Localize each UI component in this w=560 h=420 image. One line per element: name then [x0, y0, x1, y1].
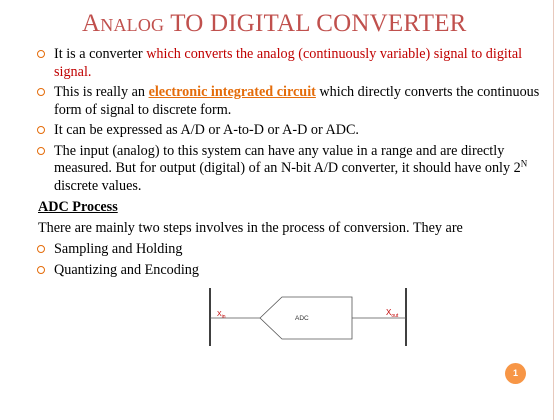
- bullet-text: It is a converter: [54, 46, 147, 62]
- bullet-text: The input (analog) to this system can have any value in a range and are directly measured. But for output (digital) of an N-bit A/D converter, it should have only 2: [54, 142, 521, 176]
- page-number-badge: 1: [505, 363, 526, 384]
- bullet-text-post: discrete values.: [54, 177, 142, 194]
- superscript-n: N: [520, 158, 528, 169]
- step-text: Sampling and Holding: [54, 241, 183, 257]
- bullet-text: It can be expressed as A/D or A-to-D or A-D or ADC.: [54, 122, 359, 138]
- bullet-icon: [37, 245, 45, 253]
- input-label: $X_{in}$: [217, 311, 226, 320]
- bullet-red-text: which converts the analog (continuously variable) signal to digital signal.: [54, 46, 523, 80]
- bullet-text: This is really an: [54, 84, 149, 100]
- title-small-caps: Analog: [82, 10, 165, 37]
- bullet-icon: [37, 126, 45, 134]
- step-item: [0, 241, 545, 259]
- bullet-item: [0, 143, 545, 196]
- bullet-item: [0, 122, 545, 140]
- slide-title: [82, 8, 467, 40]
- step-text: Quantizing and Encoding: [54, 261, 199, 278]
- bullet-icon: [37, 147, 45, 155]
- adc-diagram: [209, 288, 407, 346]
- bullet-item: [0, 46, 545, 81]
- section-text: There are mainly two steps involves in the process of conversion. They are: [38, 220, 463, 236]
- bullet-item: [0, 84, 545, 119]
- output-label: $X_{out}$: [386, 308, 399, 319]
- bullet-list: [0, 46, 545, 198]
- electronic-integrated-circuit-link[interactable]: electronic integrated circuit: [148, 84, 316, 100]
- section-heading: ADC Process: [38, 199, 118, 215]
- title-rest: TO DIGITAL CONVERTER: [164, 10, 467, 37]
- bullet-icon: [37, 88, 45, 96]
- bullet-icon: [37, 266, 45, 274]
- bullet-icon: [37, 50, 45, 58]
- adc-diagram-svg: [209, 288, 407, 346]
- steps-list: [0, 241, 545, 282]
- slide-edge-line: [553, 0, 554, 420]
- bullet-text-post: which directly converts the continuous form of signal to discrete form.: [54, 84, 540, 118]
- step-item: [0, 262, 545, 280]
- adc-block-label: ADC: [295, 315, 309, 322]
